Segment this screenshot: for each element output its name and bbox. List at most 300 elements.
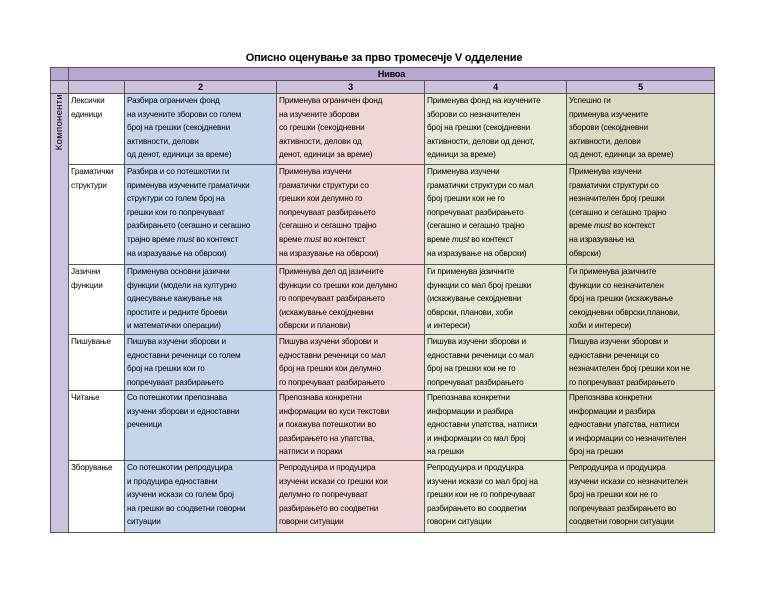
level-4-descriptor [425, 335, 567, 391]
descriptor-text: на изучените зборови [279, 109, 360, 119]
level-5-descriptor [567, 94, 715, 165]
components-label [51, 94, 69, 533]
descriptor-text: изучени искази со голем број [127, 490, 234, 500]
descriptor-line [127, 179, 274, 193]
descriptor-text: Препознава конкретни [427, 393, 510, 402]
keyword-must: must [452, 234, 470, 244]
descriptor-line [427, 405, 564, 419]
descriptor-line [569, 488, 712, 502]
descriptor-text: број на грешки (искажување [569, 294, 673, 304]
descriptor-line [127, 165, 274, 179]
descriptor-text: Применува основни јазични [127, 267, 230, 276]
descriptor-line [569, 279, 712, 293]
descriptor-line [569, 94, 712, 108]
descriptor-text: обврски) [569, 248, 601, 258]
descriptor-line [127, 319, 274, 333]
level-4-descriptor [425, 94, 567, 165]
level-3-descriptor [277, 165, 425, 265]
descriptor-text: Репродуцира и продуцира [569, 463, 666, 472]
descriptor-text: Пишува изучени зборови и [427, 337, 526, 346]
descriptor-text: применува изучените граматички [127, 180, 250, 190]
descriptor-line [127, 279, 274, 293]
descriptor-text: Репродуцира и продуцира [427, 463, 524, 472]
descriptor-line [569, 335, 712, 349]
descriptor-text: функции со грешки кои делумно [279, 280, 398, 290]
descriptor-line [127, 247, 274, 261]
table-row [51, 335, 715, 391]
descriptor-text: изучени искази со незначителен [569, 476, 688, 486]
descriptor-line [279, 265, 422, 279]
level-5-descriptor [567, 265, 715, 335]
descriptor-line [569, 148, 712, 162]
descriptor-line [427, 376, 564, 390]
descriptor-line [279, 179, 422, 193]
level-5-descriptor [567, 335, 715, 391]
descriptor-text: едноставни реченици со мал [427, 350, 534, 360]
component-cell [69, 265, 125, 335]
descriptor-text: трајно време [127, 234, 177, 244]
descriptor-text: натписи и пораки [279, 447, 343, 457]
descriptor-text: Репродуцира и продуцира [279, 463, 376, 472]
descriptor-line [569, 292, 712, 306]
descriptor-line [569, 265, 712, 279]
descriptor-line [127, 292, 274, 306]
descriptor-text: граматички структури со [569, 180, 659, 190]
descriptor-text: број на грешки кои не го [569, 490, 658, 500]
descriptor-text: структури со голем број на [127, 194, 225, 204]
descriptor-text: едноставни упатства, натписи [569, 420, 680, 430]
descriptor-text: незначителен број грешки кои не [569, 364, 690, 374]
level-4-descriptor [425, 265, 567, 335]
descriptor-text: Ги применува јазичните [427, 267, 515, 276]
descriptor-text: попречуваат разбирањето [427, 207, 524, 217]
descriptor-line [127, 306, 274, 320]
descriptor-line [569, 362, 712, 376]
descriptor-line [279, 135, 422, 149]
descriptor-line [127, 108, 274, 122]
header-blank-side [51, 81, 69, 94]
descriptor-line [127, 502, 274, 516]
table-row [51, 265, 715, 335]
descriptor-line [427, 148, 564, 162]
descriptor-line [569, 432, 712, 446]
descriptor-line [127, 335, 274, 349]
descriptor-line [279, 391, 422, 405]
descriptor-text: на изучените зборови со голем [127, 109, 242, 119]
descriptor-text: простите и редните броеви [127, 307, 228, 317]
descriptor-line [569, 418, 712, 432]
descriptor-line [279, 488, 422, 502]
descriptor-line [127, 405, 274, 419]
level-3-header: 3 [277, 81, 425, 94]
descriptor-text: попречуваат разбирањето [127, 377, 224, 387]
descriptor-text: едноставни упатства, натписи [427, 420, 538, 430]
component-name-line: Пишување [71, 337, 111, 346]
level-3-descriptor [277, 461, 425, 533]
component-name-line: Лексички [71, 96, 105, 105]
descriptor-line [279, 349, 422, 363]
descriptor-text: Пишува изучени зборови и [279, 337, 378, 346]
descriptor-text: на изразување на обврски) [427, 248, 527, 258]
descriptor-text: зборови (секојдневни [569, 123, 648, 133]
descriptor-text: попречуваат разбирањето во [569, 503, 677, 513]
descriptor-text: Применува фонд на изучените [427, 96, 541, 105]
descriptor-line [127, 475, 274, 489]
descriptor-line [127, 362, 274, 376]
level-4-descriptor [425, 461, 567, 533]
descriptor-line [127, 135, 274, 149]
descriptor-text: време [427, 234, 453, 244]
descriptor-line [427, 488, 564, 502]
descriptor-text: Применува изучени [569, 167, 642, 176]
descriptor-text: Препознава конкретни [569, 393, 652, 402]
descriptor-text: време [279, 234, 305, 244]
descriptor-text: денот, единици за време) [279, 150, 373, 160]
descriptor-text: говорни ситуации [279, 517, 344, 527]
descriptor-line [427, 165, 564, 179]
descriptor-text: со грешки (секојдневни [279, 123, 365, 133]
component-name-line: Граматички [71, 167, 114, 176]
descriptor-text: изучени искази со грешки кои [279, 476, 388, 486]
descriptor-line [279, 502, 422, 516]
descriptor-line [127, 461, 274, 475]
level-2-descriptor [125, 265, 277, 335]
descriptor-text: број на грешки [569, 447, 623, 457]
component-name-line: Јазични [71, 267, 101, 276]
descriptor-text: секојдневни обврски,планови, [569, 307, 680, 317]
descriptor-line [279, 165, 422, 179]
components-label-text: Компоненти [54, 94, 65, 151]
descriptor-text: на грешки [427, 447, 464, 457]
descriptor-text: го попречуваат разбирањето [279, 377, 385, 387]
descriptor-line [569, 108, 712, 122]
descriptor-text: Ги применува јазичните [569, 267, 657, 276]
descriptor-line [279, 148, 422, 162]
table-row [51, 391, 715, 461]
descriptor-line [569, 121, 712, 135]
descriptor-text: време [569, 221, 595, 231]
level-5-descriptor [567, 165, 715, 265]
level-2-descriptor [125, 391, 277, 461]
descriptor-text: го попречуваат разбирањето [569, 377, 675, 387]
descriptor-text: соодветни говорни ситуации [569, 517, 674, 527]
descriptor-text: активности, делови [127, 136, 199, 146]
rubric-table [50, 67, 715, 533]
level-3-descriptor [277, 94, 425, 165]
descriptor-text: единици за време) [427, 150, 496, 160]
descriptor-text: хоби и интереси) [569, 321, 632, 331]
descriptor-text: Успешно ги [569, 96, 611, 105]
descriptor-text: (искажување секојдневни [427, 294, 522, 304]
descriptor-text: разбирањето во соодветни [279, 503, 379, 513]
descriptor-text: број на грешки (секојдневни [427, 123, 530, 133]
descriptor-text: реченици [127, 420, 162, 430]
descriptor-line [127, 148, 274, 162]
descriptor-line [127, 391, 274, 405]
descriptor-text: говорни ситуации [427, 517, 492, 527]
level-4-header: 4 [425, 81, 567, 94]
header-blank-component [69, 81, 125, 94]
descriptor-line [127, 376, 274, 390]
descriptor-text: го попречуваат разбирањето [279, 294, 385, 304]
descriptor-text: активности, делови [569, 136, 641, 146]
table-row [51, 461, 715, 533]
component-name-line: единици [71, 109, 103, 119]
descriptor-line [427, 349, 564, 363]
descriptor-text: во контекст [469, 234, 514, 244]
descriptor-line [279, 206, 422, 220]
descriptor-line [427, 192, 564, 206]
level-2-descriptor [125, 165, 277, 265]
component-name-line: Читање [71, 393, 100, 402]
descriptor-line [427, 179, 564, 193]
descriptor-line [127, 515, 274, 529]
descriptor-text: изучени зборови и едноставни [127, 406, 240, 416]
descriptor-text: зборови со незначителен [427, 109, 520, 119]
descriptor-line [427, 362, 564, 376]
descriptor-line [569, 233, 712, 247]
descriptor-text: Разбира и со потешкотии ги [127, 167, 230, 176]
descriptor-text: Препознава конкретни [279, 393, 362, 402]
descriptor-text: број на грешки кои не го [427, 364, 516, 374]
descriptor-text: во контекст [194, 234, 239, 244]
descriptor-line [279, 515, 422, 529]
descriptor-line [127, 418, 274, 432]
keyword-must: must [177, 234, 195, 244]
descriptor-line [427, 418, 564, 432]
descriptor-line [427, 206, 564, 220]
descriptor-text: однесување кажување на [127, 294, 222, 304]
descriptor-text: на изразување на обврски) [127, 248, 227, 258]
descriptor-line [427, 135, 564, 149]
descriptor-line [569, 206, 712, 220]
descriptor-line [127, 219, 274, 233]
descriptor-line [427, 279, 564, 293]
descriptor-text: Со потешкотии препознава [127, 393, 228, 402]
descriptor-line [569, 179, 712, 193]
descriptor-line [569, 376, 712, 390]
level-3-descriptor [277, 335, 425, 391]
descriptor-line [569, 502, 712, 516]
descriptor-text: Со потешкотии репродуцира [127, 463, 233, 472]
descriptor-line [427, 265, 564, 279]
descriptor-text: во контекст [611, 221, 656, 231]
descriptor-text: разбирањето на упатства, [279, 433, 375, 443]
descriptor-line [569, 391, 712, 405]
descriptor-text: грешки кои го попречуваат [127, 207, 225, 217]
descriptor-line [427, 335, 564, 349]
descriptor-text: Разбира ограничен фонд [127, 96, 220, 105]
level-2-descriptor [125, 94, 277, 165]
descriptor-line [279, 279, 422, 293]
component-name-line: Зборување [71, 463, 113, 472]
keyword-must: must [594, 221, 612, 231]
descriptor-line [127, 121, 274, 135]
descriptor-line [569, 445, 712, 459]
level-3-descriptor [277, 391, 425, 461]
descriptor-line [427, 108, 564, 122]
descriptor-line [279, 376, 422, 390]
descriptor-text: и информации со мал број [427, 433, 526, 443]
descriptor-text: Пишува изучени зборови и [127, 337, 226, 346]
descriptor-line [279, 219, 422, 233]
descriptor-line [279, 335, 422, 349]
component-name-line: функции [71, 280, 103, 290]
descriptor-line [279, 319, 422, 333]
descriptor-text: (сегашно и сегашно трајно [569, 207, 667, 217]
component-cell [69, 165, 125, 265]
descriptor-line [569, 405, 712, 419]
descriptor-line [427, 233, 564, 247]
component-name-line: структури [71, 180, 107, 190]
descriptor-text: функции со мал број грешки [427, 280, 532, 290]
descriptor-text: грешки кои делумно го [279, 194, 363, 204]
table-row [51, 165, 715, 265]
descriptor-line [427, 432, 564, 446]
descriptor-line [279, 461, 422, 475]
descriptor-line [427, 445, 564, 459]
descriptor-line [279, 292, 422, 306]
descriptor-text: едноставни реченици со [569, 350, 659, 360]
descriptor-line [569, 475, 712, 489]
descriptor-text: во контекст [321, 234, 366, 244]
descriptor-text: број на грешки (секојдневни [127, 123, 230, 133]
descriptor-text: на грешки во соодветни говорни [127, 503, 246, 513]
descriptor-text: информации и разбира [427, 406, 514, 416]
descriptor-line [127, 488, 274, 502]
descriptor-text: незначителен број грешки [569, 194, 665, 204]
descriptor-line [569, 135, 712, 149]
level-5-header: 5 [567, 81, 715, 94]
descriptor-line [279, 121, 422, 135]
descriptor-line [279, 233, 422, 247]
descriptor-line [569, 461, 712, 475]
descriptor-line [127, 206, 274, 220]
descriptor-line [569, 247, 712, 261]
descriptor-text: функции со незначителен [569, 280, 664, 290]
descriptor-text: разбирањето (сегашно и сегашно [127, 221, 251, 231]
descriptor-text: број на грешки кои делумно [279, 364, 382, 374]
descriptor-text: и информации со незначителен [569, 433, 687, 443]
level-5-descriptor [567, 461, 715, 533]
descriptor-text: обврски, планови, хоби [427, 307, 513, 317]
page-title: Описно оценување за прво тромесечје V одделение [245, 52, 523, 64]
descriptor-line [427, 306, 564, 320]
descriptor-text: број грешки кои не го [427, 194, 505, 204]
descriptor-text: Применува изучени [427, 167, 500, 176]
descriptor-text: попречуваат разбирањето [427, 377, 524, 387]
descriptor-line [427, 502, 564, 516]
descriptor-line [127, 265, 274, 279]
descriptor-line [127, 349, 274, 363]
descriptor-text: активности, делови од [279, 136, 362, 146]
descriptor-text: од денот, единици за време) [127, 150, 232, 160]
descriptor-text: Применува дел од јазичните [279, 267, 384, 276]
level-2-descriptor [125, 335, 277, 391]
descriptor-text: обврски и планови) [279, 321, 351, 331]
descriptor-line [279, 362, 422, 376]
descriptor-text: Применува изучени [279, 167, 352, 176]
descriptor-line [569, 192, 712, 206]
descriptor-text: попречуваат разбирањето [279, 207, 376, 217]
descriptor-line [279, 405, 422, 419]
descriptor-text: од денот, единици за време) [569, 150, 674, 160]
descriptor-text: (искажување секојдневни [279, 307, 374, 317]
component-cell [69, 94, 125, 165]
descriptor-text: граматички структури со мал [427, 180, 534, 190]
descriptor-text: на изразување на [569, 234, 635, 244]
descriptor-line [569, 515, 712, 529]
descriptor-line [427, 219, 564, 233]
keyword-must: must [304, 234, 322, 244]
descriptor-text: информации во куси текстови [279, 406, 389, 416]
descriptor-text: информации и разбира [569, 406, 656, 416]
descriptor-line [427, 94, 564, 108]
level-3-descriptor [277, 265, 425, 335]
descriptor-text: Применува ограничен фонд [279, 96, 383, 105]
level-4-descriptor [425, 165, 567, 265]
descriptor-line [127, 94, 274, 108]
descriptor-text: делумно го попречуваат [279, 490, 368, 500]
descriptor-text: изучени искази со мал број на [427, 476, 538, 486]
descriptor-line [569, 319, 712, 333]
descriptor-line [427, 391, 564, 405]
table-row [51, 94, 715, 165]
component-cell [69, 391, 125, 461]
descriptor-text: едноставни реченици со голем [127, 350, 241, 360]
descriptor-line [569, 349, 712, 363]
descriptor-line [279, 192, 422, 206]
descriptor-text: функции (модели на културно [127, 280, 237, 290]
descriptor-text: грешки кои не го попречуваат [427, 490, 536, 500]
descriptor-text: Пишува изучени зборови и [569, 337, 668, 346]
descriptor-text: и продуцира едноставни [127, 476, 218, 486]
descriptor-line [279, 108, 422, 122]
component-cell [69, 335, 125, 391]
descriptor-line [127, 233, 274, 247]
descriptor-line [279, 475, 422, 489]
descriptor-text: и покажува потешкотии во [279, 420, 376, 430]
descriptor-text: и интереси) [427, 321, 471, 331]
descriptor-text: применува изучените [569, 109, 649, 119]
component-cell [69, 461, 125, 533]
descriptor-line [569, 165, 712, 179]
level-2-descriptor [125, 461, 277, 533]
descriptor-line [427, 319, 564, 333]
descriptor-text: разбирањето во соодветни [427, 503, 527, 513]
descriptor-line [427, 515, 564, 529]
descriptor-text: едноставни реченици со мал [279, 350, 386, 360]
descriptor-line [279, 94, 422, 108]
descriptor-text: на изразување на обврски) [279, 248, 379, 258]
descriptor-line [427, 461, 564, 475]
descriptor-line [127, 192, 274, 206]
descriptor-text: граматички структури со [279, 180, 369, 190]
descriptor-line [569, 219, 712, 233]
descriptor-text: (сегашно и сегашно трајно [279, 221, 377, 231]
level-5-descriptor [567, 391, 715, 461]
level-4-descriptor [425, 391, 567, 461]
descriptor-line [279, 306, 422, 320]
descriptor-line [569, 306, 712, 320]
descriptor-line [427, 247, 564, 261]
descriptor-text: и математички операции) [127, 321, 221, 331]
descriptor-text: ситуации [127, 517, 161, 527]
descriptor-line [279, 247, 422, 261]
descriptor-text: број на грешки кои го [127, 364, 205, 374]
descriptor-line [427, 121, 564, 135]
header-corner [51, 68, 69, 81]
